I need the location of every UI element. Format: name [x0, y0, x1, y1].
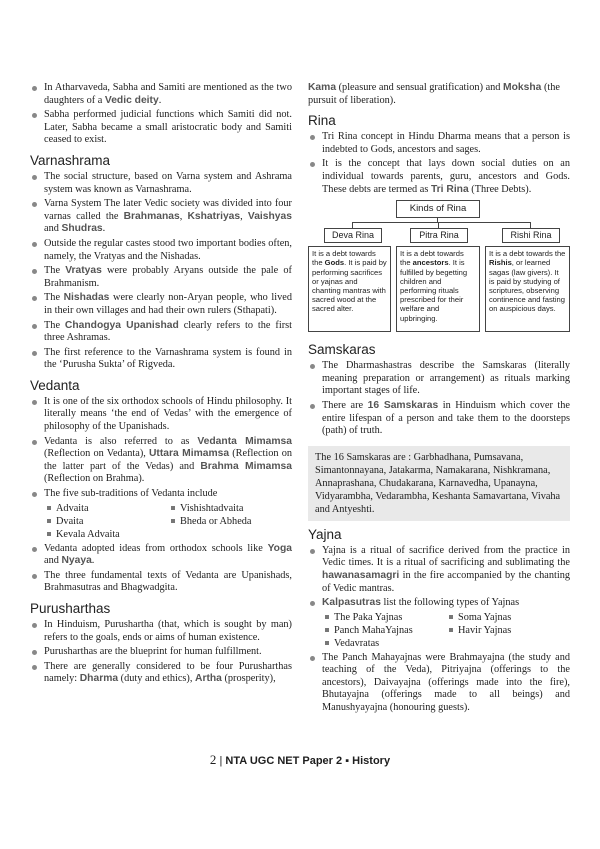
- samskaras-info-box: The 16 Samskaras are : Garbhadhana, Pumsavana, Simantonnayana, Jatakarma, Namakarana, Nishkramana, Annaprashana, Chudakarana, Karnavedha, Upanayna, Vidyarambha, Vedarambha, Keshanta Samavartana, Vivaha and Antyeshti.: [308, 446, 570, 521]
- list-item: The first reference to the Varnashrama system is found in the ‘Purusha Sukta’ of Rigveda.: [30, 347, 292, 372]
- yajna-types-list: [322, 611, 570, 650]
- pitra-rina-label: Pitra Rina: [410, 228, 468, 243]
- diagram-title-box: Kinds of Rina: [396, 200, 480, 218]
- subtraditions-list: [44, 502, 292, 541]
- page-number: 2: [209, 752, 217, 767]
- deva-rina-description: It is a debt towards the Gods. It is paid by performing sacrifices or yajnas and chanting mantras with sacred wood at the sacred alter.: [308, 246, 391, 332]
- subtradition-item: Vishishtadvaita: [168, 502, 292, 515]
- rina-list: [308, 131, 570, 196]
- list-item: Sabha performed judicial functions which Samiti did not. Later, Sabha became a small aristocratic body and Samiti ceased to exist.: [30, 109, 292, 147]
- samskaras-heading: Samskaras: [308, 342, 376, 358]
- deva-rina-label: Deva Rina: [324, 228, 382, 243]
- yajna-type-item: Soma Yajnas: [446, 611, 570, 624]
- list-item: There are 16 Samskaras in Hinduism which cover the entire lifespan of a person and take them to the doorsteps (path) of truth.: [308, 400, 570, 438]
- subtradition-item: Bheda or Abheda: [168, 515, 292, 528]
- page-footer: [0, 752, 600, 768]
- sabha-samiti-list: [30, 82, 292, 147]
- kinds-of-rina-diagram: [308, 200, 570, 334]
- left-column: [30, 82, 292, 688]
- list-item: It is one of the six orthodox schools of Hindu philosophy. It literally means ‘the end of Vedas’ with the emergence of philosophy of the Upanishads.: [30, 396, 292, 434]
- varnashrama-list: [30, 171, 292, 372]
- list-item: The three fundamental texts of Vedanta are Upanishads, Brahmasutras and Bhagwadgita.: [30, 570, 292, 595]
- subtradition-item: Dvaita: [44, 515, 168, 528]
- footer-separator: |: [219, 755, 223, 767]
- yajna-list: [308, 545, 570, 715]
- list-item: The social structure, based on Varna system and Ashrama system was known as Varnashrama.: [30, 171, 292, 196]
- vedanta-list: [30, 396, 292, 595]
- list-item: The Chandogya Upanishad clearly refers to the first three Ashramas.: [30, 320, 292, 345]
- list-item: In Atharvaveda, Sabha and Samiti are mentioned as the two daughters of a Vedic deity.: [30, 82, 292, 107]
- yajna-type-item: Vedavratas: [322, 637, 446, 650]
- rishi-rina-description: It is a debt towards the Rishis, or learned sagas (law givers). It is paid by studying of scriptures, observing continence and fasting on auspicious days.: [485, 246, 570, 332]
- list-item: It is the concept that lays down social duties on an individual towards parents, guru, ancestors and Gods. These debts are termed as Tri Rina (Three Debts).: [308, 158, 570, 196]
- list-item: Yajna is a ritual of sacrifice derived from the practice in Vedic times. It is a ritual of sacrificing and sublimating the hawanasamagri in the fire accompanied by the chanting of Vedic mantras.: [308, 545, 570, 595]
- purusharthas-continuation: Kama (pleasure and sensual gratification) and Moksha (the pursuit of liberation).: [308, 82, 560, 106]
- footer-bullet-icon: ▪: [345, 755, 350, 767]
- vedanta-heading: Vedanta: [30, 377, 80, 393]
- subtradition-item: Advaita: [44, 502, 168, 515]
- list-item: The Nishadas were clearly non-Aryan people, who lived in their own villages and had their own rulers (Sthapati).: [30, 292, 292, 317]
- list-item: The five sub-traditions of Vedanta include Advaita Vishishtadvaita Dvaita Bheda or Abheda Kevala Advaita: [30, 488, 292, 541]
- right-column: [308, 82, 570, 717]
- list-item: Purusharthas are the blueprint for human fulfillment.: [30, 646, 292, 659]
- purusharthas-heading: Purusharthas: [30, 601, 111, 616]
- list-item: Vedanta is also referred to as Vedanta Mimamsa (Reflection on Vedanta), Uttara Mimamsa (Reflection on the latter part of the Vedas) and Brahma Mimamsa (Reflection on Brahma).: [30, 436, 292, 486]
- list-item: Vedanta adopted ideas from orthodox schools like Yoga and Nyaya.: [30, 543, 292, 568]
- list-item: Varna System The later Vedic society was divided into four varnas called the Brahmanas, Kshatriyas, Vaishyas and Shudras.: [30, 198, 292, 236]
- yajna-type-item: The Paka Yajnas: [322, 611, 446, 624]
- footer-book-title: NTA UGC NET Paper 2: [225, 755, 343, 767]
- list-item: In Hinduism, Purushartha (that, which is sought by man) refers to the goals, ends or aims of human existence.: [30, 619, 292, 644]
- connector-line: [352, 222, 530, 223]
- yajna-type-item: Havir Yajnas: [446, 624, 570, 637]
- list-item: The Vratyas were probably Aryans outside the pale of Brahmanism.: [30, 265, 292, 290]
- list-item: The Dharmashastras describe the Samskaras (literally meaning preparation or arrangement) as rituals marking important stages of life.: [308, 360, 570, 398]
- samskaras-list: [308, 360, 570, 438]
- yajna-type-item: Panch MahaYajnas: [322, 624, 446, 637]
- pitra-rina-description: It is a debt towards the ancestors. It is fulfilled by begetting children and performing rituals prescribed for their welfare and upbringing.: [396, 246, 480, 332]
- rishi-rina-label: Rishi Rina: [502, 228, 560, 243]
- list-item: The Panch Mahayajnas were Brahmayajna (the study and teaching of the Veda), Pitriyajna (offerings to the ancestors), Daivayajna (offerings made into the fire), Bhutayajna (offerings made to all beings) and Manushyayajna (honouring guests).: [308, 652, 570, 715]
- footer-subject: History: [352, 755, 391, 767]
- list-item: Outside the regular castes stood two important bodies often, namely, the Vratyas and the Nishadas.: [30, 238, 292, 263]
- list-item: Kalpasutras list the following types of Yajnas The Paka Yajnas Soma Yajnas Panch MahaYajnas Havir Yajnas Vedavratas: [308, 597, 570, 650]
- purusharthas-list: [30, 619, 292, 686]
- subtradition-item: Kevala Advaita: [44, 528, 168, 541]
- yajna-heading: Yajna: [308, 526, 342, 542]
- list-item: Tri Rina concept in Hindu Dharma means that a person is indebted to Gods, ancestors and sages.: [308, 131, 570, 156]
- rina-heading: Rina: [308, 113, 336, 129]
- list-item: There are generally considered to be four Purusharthas namely: Dharma (duty and ethics), Artha (prosperity),: [30, 661, 292, 686]
- varnashrama-heading: Varnashrama: [30, 152, 111, 168]
